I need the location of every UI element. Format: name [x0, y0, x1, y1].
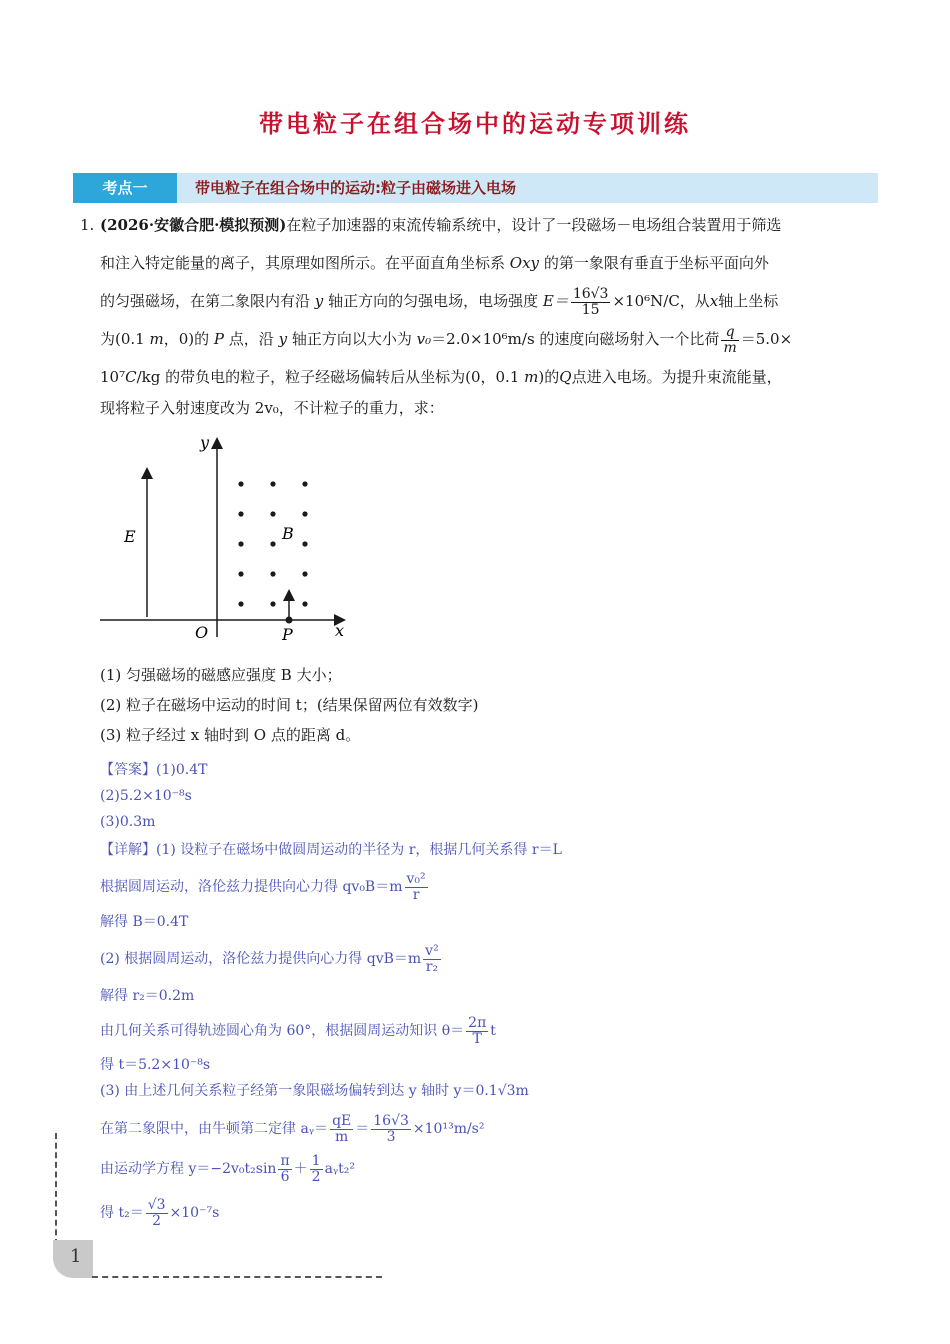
problem-source: (2026·安徽合肥·模拟预测)	[100, 216, 287, 234]
problem-math: y	[278, 330, 288, 348]
detail-line: 得 t₂＝	[100, 1205, 144, 1222]
problem-math: E＝	[542, 292, 569, 310]
problem-text: 的匀强磁场，在第二象限内有沿	[100, 292, 311, 310]
problem-text: 轴正方向的匀强电场，电场强度	[328, 292, 539, 310]
detail-tag: 【详解】	[100, 842, 156, 858]
problem-math: m	[149, 330, 164, 348]
problem-text: 点，沿	[228, 330, 274, 348]
problem-statement	[80, 206, 885, 420]
page-border-dashed	[55, 1133, 57, 1245]
label-p: P	[282, 625, 293, 644]
page-number: 1	[70, 1246, 82, 1267]
detail-line: t	[490, 1023, 496, 1040]
label-b: B	[282, 524, 294, 543]
answer-2: (2)5.2×10⁻⁸s	[100, 788, 192, 804]
answer-3: (3)0.3m	[100, 814, 156, 830]
problem-text: 10⁷	[100, 368, 126, 386]
magnetic-field-dots	[238, 481, 307, 606]
answer-tag: 【答案】	[100, 762, 156, 778]
problem-text: 轴正方向以大小为	[291, 330, 412, 348]
fraction: $\frac{√3}{2}$	[147, 1197, 166, 1229]
field-diagram	[95, 432, 360, 647]
problem-text: 的第一象限有垂直于坐标平面向外	[543, 254, 769, 272]
detail-line: ×10¹³m/s²	[412, 1121, 485, 1138]
fraction: $\frac{qE}{m}$	[332, 1113, 352, 1145]
problem-text: ＝5.0×	[740, 330, 793, 348]
label-o: O	[195, 623, 209, 642]
page-border-dashed	[92, 1276, 382, 1278]
problem-text: ＝2.0×10⁶m/s 的速度向磁场射入一个比荷	[431, 330, 720, 348]
problem-text: 在粒子加速器的束流传输系统中，设计了一段磁场－电场组合装置用于筛选	[286, 216, 782, 234]
detail-line: (1) 设粒子在磁场中做圆周运动的半径为 r，根据几何关系得 r＝L	[156, 842, 562, 858]
problem-math: Oxy	[509, 254, 540, 272]
answer-block	[100, 757, 207, 835]
answer-1: (1)0.4T	[156, 762, 208, 778]
problem-math: Q	[559, 368, 572, 386]
label-x: x	[335, 621, 345, 640]
fraction: $\frac{16√3}{15}$	[572, 285, 609, 318]
section-title: 带电粒子在组合场中的运动:粒子由磁场进入电场	[195, 179, 517, 197]
section-tag: 考点一	[73, 173, 177, 203]
question-1: (1) 匀强磁场的磁感应强度 B 大小；	[100, 666, 342, 684]
problem-text: 现将粒子入射速度改为 2v₀，不计粒子的重力，求：	[100, 399, 444, 417]
page-title: 带电粒子在组合场中的运动专项训练	[259, 109, 691, 138]
fraction: $\frac{q}{m}$	[723, 323, 737, 356]
question-list	[100, 660, 479, 750]
problem-math: m	[524, 368, 539, 386]
problem-text: )的	[538, 368, 560, 386]
question-2: (2) 粒子在磁场中运动的时间 t；(结果保留两位有效数字)	[100, 696, 479, 714]
fraction: $\frac{1}{2}$	[311, 1153, 321, 1185]
detail-line: 解得 B＝0.4T	[100, 914, 189, 930]
problem-math: C	[125, 368, 137, 386]
problem-math: x	[709, 292, 719, 310]
problem-math: P	[213, 330, 225, 348]
problem-text: 点进入电场。为提升束流能量，	[571, 368, 782, 386]
fraction: $\frac{2\pi}{T}$	[468, 1015, 487, 1047]
label-e: E	[124, 527, 136, 546]
detail-line: (3) 由上述几何关系粒子经第一象限磁场偏转到达 y 轴时 y＝0.1√3m	[100, 1083, 529, 1099]
question-3: (3) 粒子经过 x 轴时到 O 点的距离 d。	[100, 726, 361, 744]
detail-line: 由几何关系可得轨迹圆心角为 60°，根据圆周运动知识 θ＝	[100, 1023, 465, 1040]
fraction: $\frac{\text{v²}}{\text{r₂}}$	[425, 943, 439, 975]
detail-line: 根据圆周运动，洛伦兹力提供向心力得 qv₀B＝m	[100, 879, 403, 896]
fraction: $\frac{16√3}{3}$	[373, 1113, 409, 1145]
detail-line: 得 t＝5.2×10⁻⁸s	[100, 1057, 211, 1073]
detail-line: 在第二象限中，由牛顿第二定律 aᵧ＝	[100, 1121, 329, 1138]
label-y: y	[200, 433, 210, 452]
detail-line: ×10⁻⁷s	[169, 1205, 220, 1222]
problem-math: y	[314, 292, 324, 310]
problem-text: ×10⁶N/C，从	[612, 292, 710, 310]
point-p	[286, 617, 293, 624]
fraction: $\frac{\text{v₀²}}{r}$	[406, 871, 426, 903]
fraction: $\frac{\pi}{6}$	[280, 1153, 290, 1185]
detail-line: 由运动学方程 y＝−2v₀t₂sin	[100, 1161, 277, 1178]
problem-text: ，0)的	[163, 330, 210, 348]
detail-line: aᵧt₂²	[324, 1161, 356, 1178]
detail-line: ＋	[293, 1161, 308, 1178]
section-header	[73, 173, 878, 203]
problem-text: /kg 的带负电的粒子，粒子经磁场偏转后从坐标为(0，0.1	[136, 368, 520, 386]
problem-number: 1.	[80, 216, 95, 234]
detail-line: (2) 根据圆周运动，洛伦兹力提供向心力得 qvB＝m	[100, 951, 422, 968]
problem-text: 和注入特定能量的离子，其原理如图所示。在平面直角坐标系	[100, 254, 506, 272]
detail-line: 解得 r₂＝0.2m	[100, 988, 195, 1004]
problem-text: 为(0.1	[100, 330, 145, 348]
detail-line: ＝	[355, 1121, 370, 1138]
problem-text: 轴上坐标	[718, 292, 779, 310]
problem-math: v₀	[416, 330, 432, 348]
